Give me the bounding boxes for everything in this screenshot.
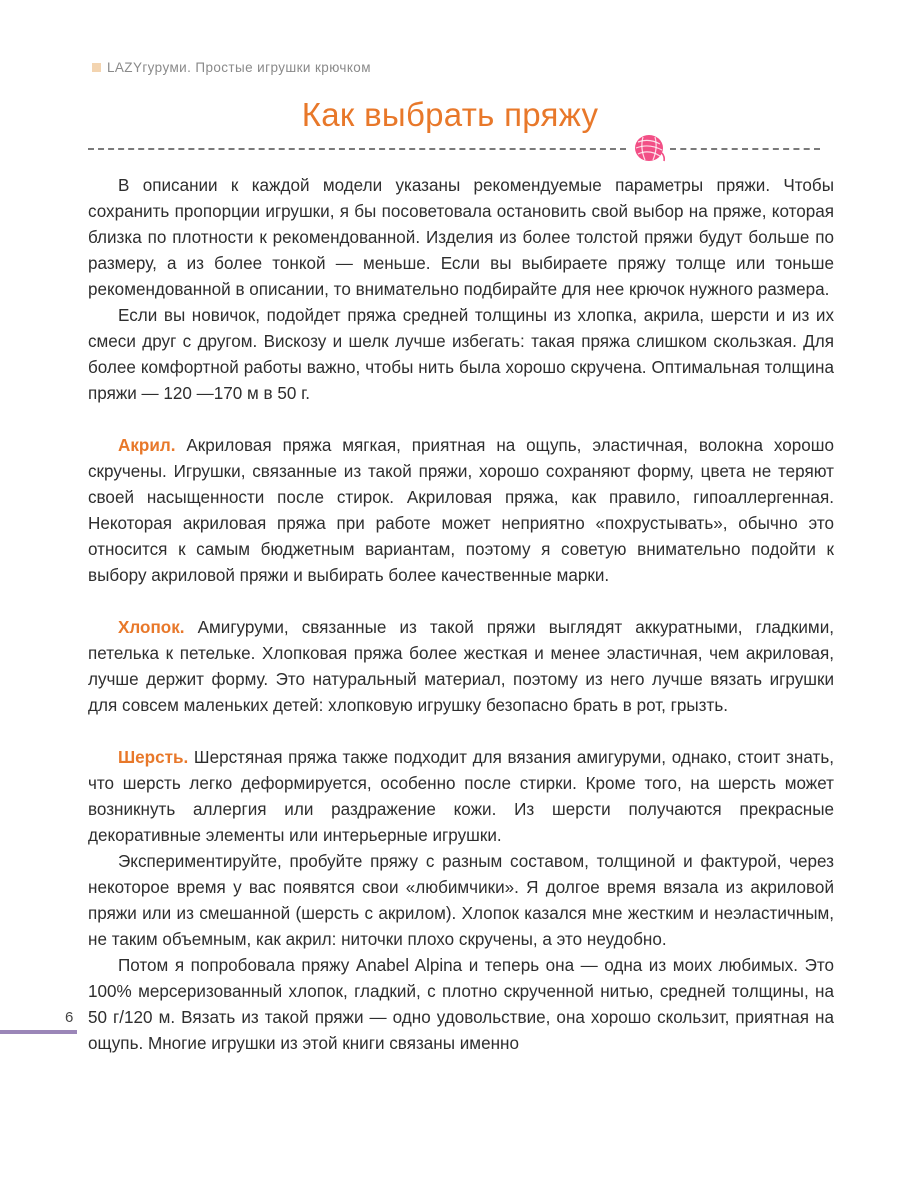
page-number: 6 bbox=[65, 1009, 74, 1026]
running-head-marker bbox=[92, 63, 101, 72]
page-title: Как выбрать пряжу bbox=[301, 96, 599, 133]
cotton-description: Амигуруми, связанные из такой пряжи выглядят аккуратными, гладкими, петелька к петельке. Хлопковая пряжа более жесткая и менее эластичная, чем акриловая, лучше держит форму. Это натуральный материал, поэтому из него лучше вязать игрушки для совсем маленьких детей: хлопковую игрушку безопасно брать в рот, грызть. bbox=[88, 618, 834, 715]
wool-description: Шерстяная пряжа также подходит для вязания амигуруми, однако, стоит знать, что шерсть легко деформируется, особенно после стирки. Кроме того, на шерсть может возникнуть аллергия или раздражение кожи. Из шерсти получаются прекрасные декоративные элементы или интерьерные игрушки. bbox=[88, 748, 834, 845]
paragraph-wool bbox=[88, 745, 834, 849]
paragraph-beginner: Если вы новичок, подойдет пряжа средней толщины из хлопка, акрила, шерсти и из их смеси друг с другом. Вискозу и шелк лучше избегать: такая пряжа слишком скользкая. Для более комфортной работы важно, чтобы нить была хорошо скручена. Оптимальная толщина пряжи — 120 —170 м в 50 г. bbox=[88, 306, 834, 403]
paragraph-acrylic bbox=[88, 433, 834, 589]
paragraph-experiment: Экспериментируйте, пробуйте пряжу с разным составом, толщиной и фактурой, через некоторое время у вас появятся свои «любимчики». Я долгое время вязала из акриловой пряжи или из смешанной (шерсть с акрилом). Хлопок казался мне жестким и неэластичным, не таким объемным, как акрил: ниточки плохо скручены, а это неудобно. bbox=[88, 852, 834, 949]
title-divider-left bbox=[88, 148, 626, 150]
acrylic-description: Акриловая пряжа мягкая, приятная на ощупь, эластичная, волокна хорошо скручены. Игрушки, связанные из такой пряжи, хорошо сохраняют форму, цвета не теряют своей насыщенности после стирок. Акриловая пряжа, как правило, гипоаллергенная. Некоторая акриловая пряжа при работе может неприятно «похрустывать», обычно это относится к самым бюджетным вариантам, поэтому я советую внимательно подойти к выбору акриловой пряжи и выбирать более качественные марки. bbox=[88, 436, 834, 585]
paragraph-intro: В описании к каждой модели указаны рекомендуемые параметры пряжи. Чтобы сохранить пропорции игрушки, я бы посоветовала остановить свой выбор на пряже, которая близка по плотности к рекомендованной. Изделия из более толстой пряжи будут больше по размеру, а из более тонкой — меньше. Если вы выбираете пряжу толще или тоньше рекомендованной в описании, то внимательно подбирайте для нее крючок нужного размера. bbox=[88, 176, 834, 299]
term-cotton: Хлопок. bbox=[118, 618, 185, 637]
yarn-ball-icon bbox=[633, 133, 666, 163]
page-number-bar bbox=[0, 1030, 77, 1034]
running-head bbox=[92, 60, 371, 75]
running-head-text: LAZYгуруми. Простые игрушки крючком bbox=[107, 60, 371, 75]
term-wool: Шерсть. bbox=[118, 748, 189, 767]
paragraph-cotton bbox=[88, 615, 834, 719]
term-acrylic: Акрил. bbox=[118, 436, 176, 455]
title-divider-right bbox=[670, 148, 820, 150]
paragraph-anabel-alpina: Потом я попробовала пряжу Anabel Alpina и теперь она — одна из моих любимых. Это 100% мерсеризованный хлопок, гладкий, с плотно скрученной нитью, средней толщины, на 50 г/120 м. Вязать из такой пряжи — одно удовольствие, она хорошо скользит, приятная на ощупь. Многие игрушки из этой книги связаны именно bbox=[88, 956, 834, 1053]
article-body bbox=[88, 173, 834, 1057]
